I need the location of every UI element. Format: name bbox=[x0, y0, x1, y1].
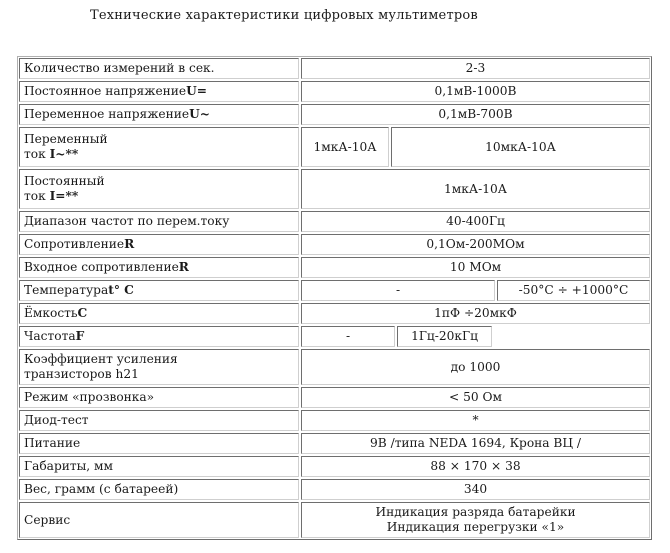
temperature-range-1: - bbox=[301, 280, 495, 301]
row-value-dimensions: 88 × 170 × 38 bbox=[301, 456, 650, 477]
row-label-diode-test: Диод-тест bbox=[19, 410, 299, 431]
row-label-measurements-per-sec: Количество измерений в сек. bbox=[19, 58, 299, 79]
row-value-ac-current bbox=[301, 127, 650, 167]
row-label-capacitance: Ёмкость C bbox=[19, 303, 299, 324]
table-row bbox=[18, 478, 651, 501]
table-row bbox=[18, 168, 651, 210]
row-value-weight: 340 bbox=[301, 479, 650, 500]
row-value-measurements-per-sec: 2-3 bbox=[301, 58, 650, 79]
row-label-dimensions: Габариты, мм bbox=[19, 456, 299, 477]
row-label-transistor-gain: Коэффициент усиления транзисторов h21 bbox=[19, 349, 299, 385]
row-label-service: Сервис bbox=[19, 502, 299, 538]
row-value-diode-test: * bbox=[301, 410, 650, 431]
row-value-transistor-gain: до 1000 bbox=[301, 349, 650, 385]
table-row bbox=[18, 80, 651, 103]
row-label-dc-current: Постоянный ток I=** bbox=[19, 169, 299, 209]
specs-table bbox=[17, 56, 652, 540]
frequency-range-1: - bbox=[301, 326, 395, 347]
row-value-dc-current: 1мкА-10А bbox=[301, 169, 650, 209]
row-value-service: Индикация разряда батарейки Индикация перегрузки «1» bbox=[301, 502, 650, 538]
row-label-frequency-range: Диапазон частот по перем.току bbox=[19, 211, 299, 232]
row-value-power: 9В /типа NEDA 1694, Крона ВЦ / bbox=[301, 433, 650, 454]
row-label-frequency: Частота F bbox=[19, 326, 299, 347]
row-value-resistance: 0,1Ом-200МОм bbox=[301, 234, 650, 255]
row-value-dc-voltage: 0,1мВ-1000В bbox=[301, 81, 650, 102]
temperature-range-2: -50°C ÷ +1000°C bbox=[497, 280, 650, 301]
table-row bbox=[18, 501, 651, 539]
table-row bbox=[18, 57, 651, 80]
table-row bbox=[18, 103, 651, 126]
table-row bbox=[18, 325, 651, 348]
row-label-resistance: Сопротивление R bbox=[19, 234, 299, 255]
row-label-continuity: Режим «прозвонка» bbox=[19, 387, 299, 408]
table-row bbox=[18, 302, 651, 325]
table-row bbox=[18, 279, 651, 302]
row-value-capacitance: 1пФ ÷20мкФ bbox=[301, 303, 650, 324]
table-row bbox=[18, 432, 651, 455]
row-label-power: Питание bbox=[19, 433, 299, 454]
ac-current-range-1: 1мкА-10А bbox=[301, 127, 389, 167]
table-row bbox=[18, 256, 651, 279]
row-value-frequency-range: 40-400Гц bbox=[301, 211, 650, 232]
table-row bbox=[18, 455, 651, 478]
table-row bbox=[18, 210, 651, 233]
row-value-input-resistance: 10 МОм bbox=[301, 257, 650, 278]
row-label-input-resistance: Входное сопротивление R bbox=[19, 257, 299, 278]
row-value-temperature bbox=[301, 280, 650, 301]
row-label-ac-current: Переменный ток I~** bbox=[19, 127, 299, 167]
table-row bbox=[18, 233, 651, 256]
row-value-continuity: < 50 Ом bbox=[301, 387, 650, 408]
row-label-dc-voltage: Постоянное напряжение U= bbox=[19, 81, 299, 102]
frequency-range-2: 1Гц-20кГц bbox=[397, 326, 492, 347]
table-row bbox=[18, 386, 651, 409]
table-row bbox=[18, 126, 651, 168]
row-label-temperature: Температура t° C bbox=[19, 280, 299, 301]
table-row bbox=[18, 409, 651, 432]
page-title: Технические характеристики цифровых мультиметров bbox=[90, 8, 478, 23]
row-value-ac-voltage: 0,1мВ-700В bbox=[301, 104, 650, 125]
row-value-frequency bbox=[301, 326, 650, 347]
row-label-ac-voltage: Переменное напряжение U~ bbox=[19, 104, 299, 125]
ac-current-range-2: 10мкА-10А bbox=[391, 127, 650, 167]
row-label-weight: Вес, грамм (с батареей) bbox=[19, 479, 299, 500]
table-row bbox=[18, 348, 651, 386]
